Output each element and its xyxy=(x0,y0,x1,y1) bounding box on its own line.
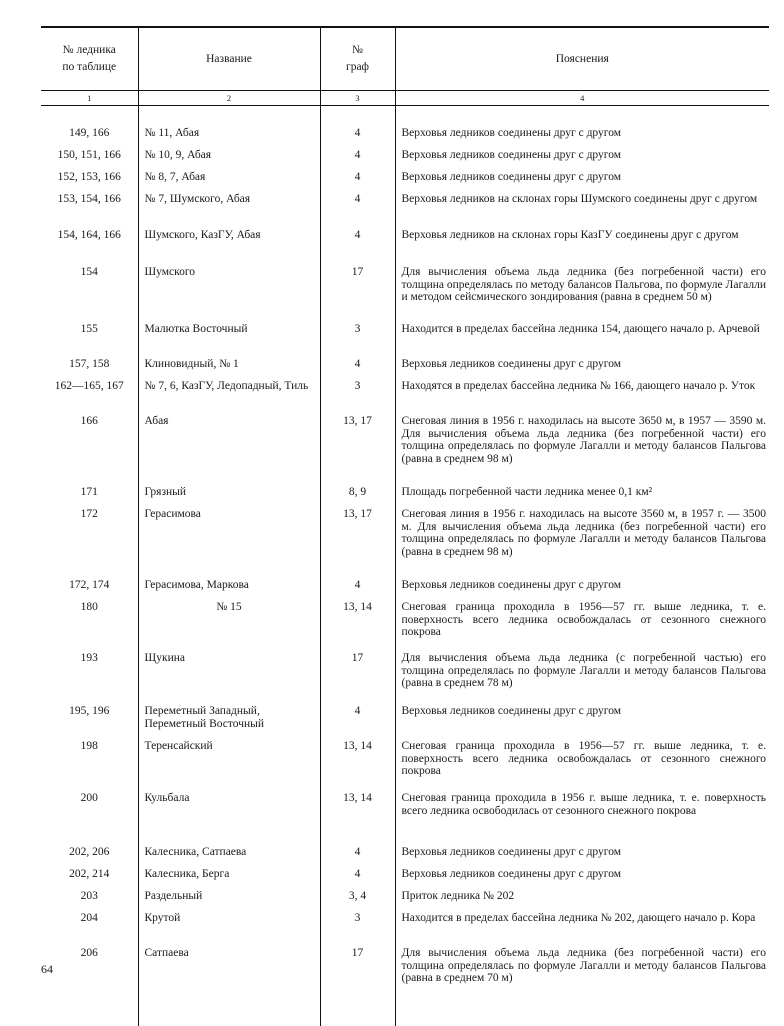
table-row xyxy=(41,356,769,378)
note-cell: Находится в пределах бассейна ледника № 202, дающего начало р. Кора xyxy=(395,910,769,945)
glacier-name-cell: Переметный Западный, Переметный Восточный xyxy=(138,703,320,738)
glacier-name-cell: № 10, 9, Абая xyxy=(138,147,320,169)
graph-number-cell: 4 xyxy=(320,169,395,191)
table-row xyxy=(41,866,769,888)
graph-number-cell: 3 xyxy=(320,378,395,413)
graph-number-cell: 3, 4 xyxy=(320,888,395,910)
table-row xyxy=(41,413,769,484)
graph-number-cell: 17 xyxy=(320,945,395,993)
header-graph: № граф xyxy=(320,27,395,91)
note-cell: Верховья ледников на склонах горы КазГУ соединены друг с другом xyxy=(395,227,769,264)
glacier-number-cell: 162—165, 167 xyxy=(54,380,124,392)
note-cell: Верховья ледников соединены друг с другом xyxy=(395,356,769,378)
table-row xyxy=(41,738,769,790)
glacier-number-cell: 202, 214 xyxy=(69,868,110,880)
glacier-number-cell: 202, 206 xyxy=(69,846,110,858)
glacier-name-cell: Раздельный xyxy=(138,888,320,910)
glacier-number-cell: 152, 153, 166 xyxy=(57,171,121,183)
table-row xyxy=(41,191,769,227)
glacier-name-cell: Крутой xyxy=(138,910,320,945)
glacier-number-cell: 153, 154, 166 xyxy=(57,193,121,205)
graph-number-cell: 13, 14 xyxy=(320,738,395,790)
table-row xyxy=(41,378,769,413)
glacier-number-cell: 154, 164, 166 xyxy=(57,229,121,241)
table-row xyxy=(41,484,769,506)
glacier-name-cell: Калесника, Берга xyxy=(138,866,320,888)
table-row xyxy=(41,506,769,577)
glacier-name-cell: Шумского xyxy=(138,264,320,321)
graph-number-cell: 4 xyxy=(320,191,395,227)
page-number: 64 xyxy=(41,962,53,976)
glacier-name-cell: Грязный xyxy=(138,484,320,506)
note-cell: Находится в пределах бассейна ледника 154, дающего начало р. Арчевой xyxy=(395,321,769,356)
glacier-number-cell: 154 xyxy=(80,266,98,278)
glacier-number-cell: 200 xyxy=(80,792,98,804)
glacier-number-cell: 172, 174 xyxy=(69,579,110,591)
table-row xyxy=(41,147,769,169)
glacier-notes-table xyxy=(41,26,769,1026)
glacier-name-cell: Малютка Восточный xyxy=(138,321,320,356)
glacier-name-cell: № 8, 7, Абая xyxy=(138,169,320,191)
table-row xyxy=(41,888,769,910)
glacier-number-cell: 172 xyxy=(80,508,98,520)
glacier-number-cell: 193 xyxy=(80,652,98,664)
glacier-name-cell: Кульбала xyxy=(138,790,320,844)
glacier-name-cell: Щукина xyxy=(138,650,320,703)
header-glacier-number: № ледника по таблице xyxy=(41,27,138,91)
glacier-number-cell: 204 xyxy=(80,912,98,924)
glacier-number-cell: 149, 166 xyxy=(69,127,110,139)
header-notes: Пояснения xyxy=(395,27,769,91)
page-content xyxy=(41,26,769,1026)
graph-number-cell: 4 xyxy=(320,844,395,866)
graph-number-cell: 3 xyxy=(320,321,395,356)
column-number: 1 xyxy=(41,91,138,106)
glacier-name-cell: Калесника, Сатпаева xyxy=(138,844,320,866)
graph-number-cell: 4 xyxy=(320,125,395,147)
graph-number-cell: 4 xyxy=(320,147,395,169)
graph-number-cell: 4 xyxy=(320,356,395,378)
table-row xyxy=(41,844,769,866)
header-name: Название xyxy=(138,27,320,91)
graph-number-cell: 13, 17 xyxy=(320,506,395,577)
note-cell: Находятся в пределах бассейна ледника № 166, дающего начало р. Уток xyxy=(395,378,769,413)
note-cell: Верховья ледников соединены друг с другом xyxy=(395,866,769,888)
table-row xyxy=(41,227,769,264)
note-cell: Верховья ледников соединены друг с другом xyxy=(395,169,769,191)
table-header-row xyxy=(41,27,769,91)
glacier-name-cell: № 11, Абая xyxy=(138,125,320,147)
note-cell: Снеговая линия в 1956 г. находилась на высоте 3650 м, в 1957 — 3590 м. Для вычисления объема льда ледника (без погребенной части) его толщина определялась по формуле Лагалли и методу балансов Пальгова (равна в среднем 98 м) xyxy=(395,413,769,484)
glacier-number-cell: 180 xyxy=(80,601,98,613)
note-cell: Верховья ледников соединены друг с другом xyxy=(395,577,769,599)
table-row xyxy=(41,945,769,993)
glacier-name-cell: Клиновидный, № 1 xyxy=(138,356,320,378)
glacier-number-cell: 203 xyxy=(80,890,98,902)
table-row xyxy=(41,321,769,356)
glacier-number-cell: 157, 158 xyxy=(69,358,110,370)
graph-number-cell: 4 xyxy=(320,577,395,599)
note-cell: Верховья ледников соединены друг с другом xyxy=(395,125,769,147)
note-cell: Верховья ледников соединены друг с другом xyxy=(395,147,769,169)
column-number: 2 xyxy=(138,91,320,106)
note-cell: Верховья ледников соединены друг с другом xyxy=(395,703,769,738)
glacier-name-cell: Теренсайский xyxy=(138,738,320,790)
note-cell: Приток ледника № 202 xyxy=(395,888,769,910)
glacier-name-cell: № 7, Шумского, Абая xyxy=(138,191,320,227)
note-cell: Снеговая граница проходила в 1956 г. выше ледника, т. е. поверхность всего ледника освободилась от сезонного снежного покрова xyxy=(395,790,769,844)
glacier-number-cell: 195, 196 xyxy=(69,705,110,717)
table-row xyxy=(41,169,769,191)
column-number: 3 xyxy=(320,91,395,106)
glacier-number-cell: 198 xyxy=(80,740,98,752)
glacier-number-cell: 171 xyxy=(80,486,98,498)
glacier-name-cell: № 15 xyxy=(138,599,320,650)
glacier-name-cell: Абая xyxy=(138,413,320,484)
note-cell: Снеговая линия в 1956 г. находилась на высоте 3560 м, в 1957 г. — 3500 м. Для вычисления объема льда ледника (без погребенной части) его толщина определялась по формуле Лагалли и методу балансов Пальгова (равна в среднем 98 м) xyxy=(395,506,769,577)
graph-number-cell: 17 xyxy=(320,264,395,321)
note-cell: Верховья ледников соединены друг с другом xyxy=(395,844,769,866)
graph-number-cell: 4 xyxy=(320,227,395,264)
glacier-number-cell: 150, 151, 166 xyxy=(57,149,121,161)
table-row xyxy=(41,790,769,844)
glacier-name-cell: Герасимова xyxy=(138,506,320,577)
note-cell: Снеговая граница проходила в 1956—57 гг. выше ледника, т. е. поверхность всего ледника освобождалась от сезонного снежного покрова xyxy=(395,599,769,650)
note-cell: Снеговая граница проходила в 1956—57 гг. выше ледника, т. е. поверхность всего ледника освобождалась от сезонного снежного покрова xyxy=(395,738,769,790)
table-row xyxy=(41,703,769,738)
column-number: 4 xyxy=(395,91,769,106)
table-row xyxy=(41,264,769,321)
note-cell: Площадь погребенной части ледника менее 0,1 км² xyxy=(395,484,769,506)
graph-number-cell: 13, 14 xyxy=(320,599,395,650)
glacier-number-cell: 206 xyxy=(80,947,98,959)
note-cell: Верховья ледников на склонах горы Шумского соединены друг с другом xyxy=(395,191,769,227)
table-row xyxy=(41,650,769,703)
graph-number-cell: 3 xyxy=(320,910,395,945)
graph-number-cell: 13, 14 xyxy=(320,790,395,844)
graph-number-cell: 17 xyxy=(320,650,395,703)
glacier-name-cell: Сатпаева xyxy=(138,945,320,993)
graph-number-cell: 4 xyxy=(320,866,395,888)
glacier-name-cell: Герасимова, Маркова xyxy=(138,577,320,599)
graph-number-cell: 13, 17 xyxy=(320,413,395,484)
table-row xyxy=(41,577,769,599)
glacier-name-cell: Шумского, КазГУ, Абая xyxy=(138,227,320,264)
glacier-number-cell: 166 xyxy=(80,415,98,427)
table-row xyxy=(41,910,769,945)
graph-number-cell: 4 xyxy=(320,703,395,738)
note-cell: Для вычисления объема льда ледника (без погребенной части) его толщина определялась по методу балансов Пальгова, по формуле Лагалли и методом сейсмического зондирования (равна в среднем 50 м) xyxy=(395,264,769,321)
note-cell: Для вычисления объема льда ледника (без погребенной части) его толщина определялась по формуле Лагалли и методу балансов Пальгова (равна в среднем 70 м) xyxy=(395,945,769,993)
note-cell: Для вычисления объема льда ледника (с погребенной частью) его толщина определялась по формуле Лагалли и методу балансов Пальгова (равна в среднем 78 м) xyxy=(395,650,769,703)
glacier-number-cell: 155 xyxy=(80,323,98,335)
table-row xyxy=(41,125,769,147)
graph-number-cell: 8, 9 xyxy=(320,484,395,506)
table-row xyxy=(41,599,769,650)
glacier-name-cell: № 7, 6, КазГУ, Ледопадный, Тиль xyxy=(138,378,320,413)
column-number-row xyxy=(41,91,769,106)
